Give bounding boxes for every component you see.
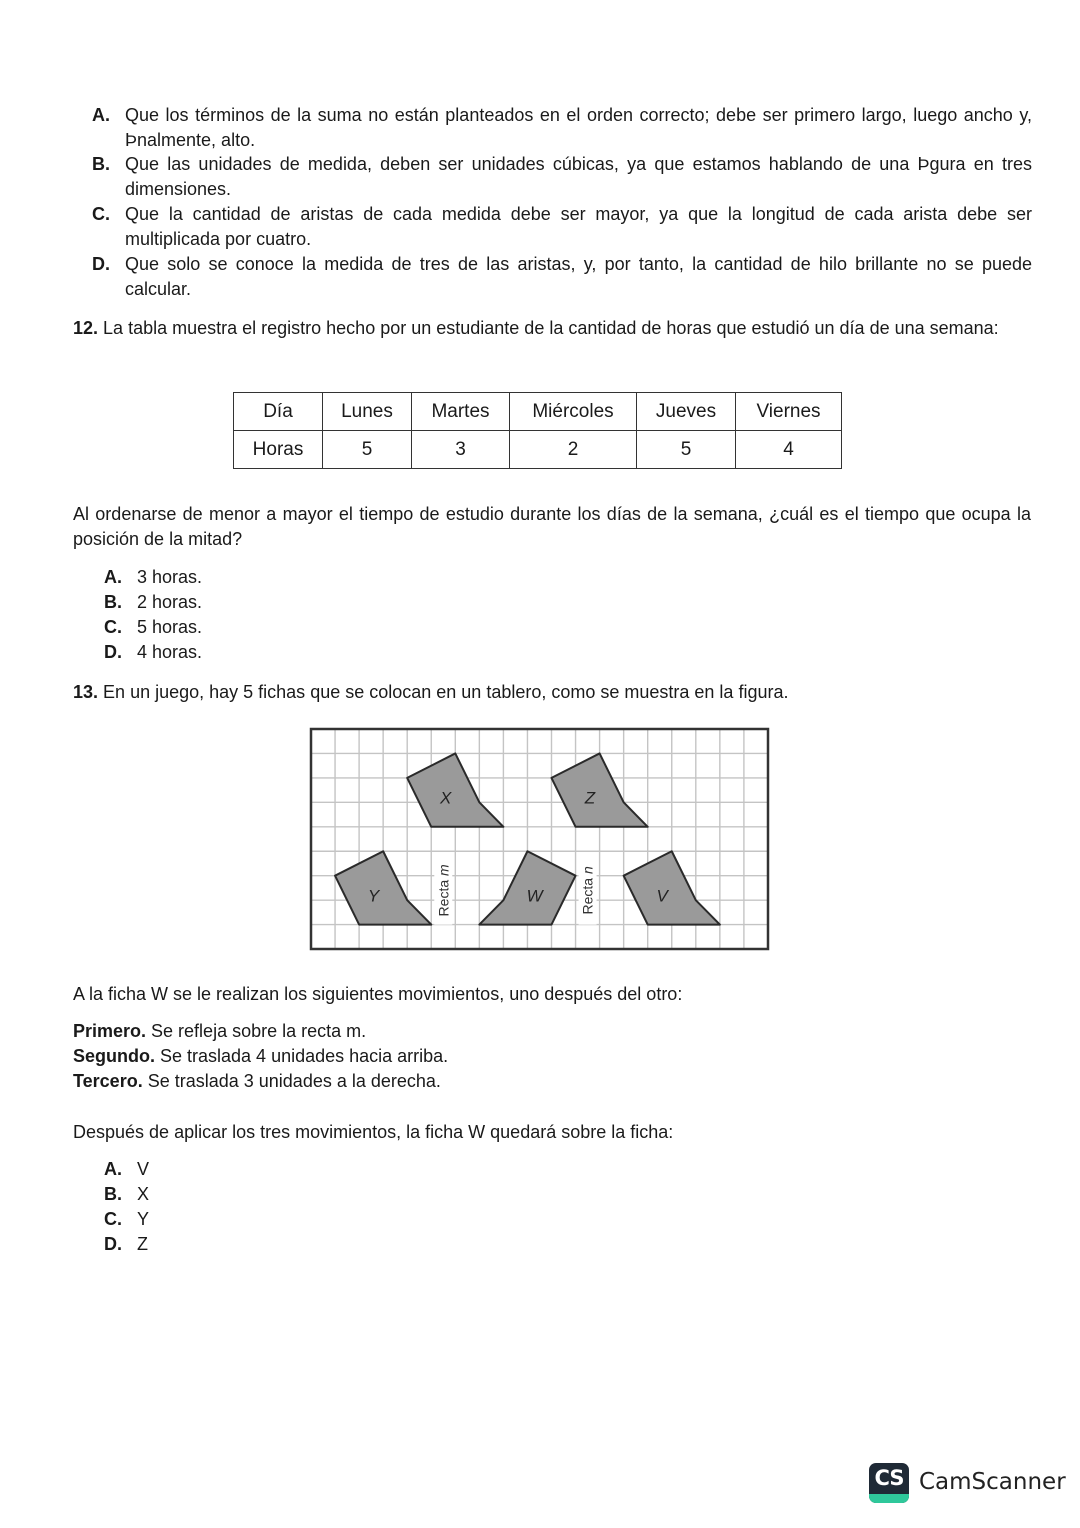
option-text: 3 horas. bbox=[137, 567, 203, 587]
table-cell: Jueves bbox=[637, 393, 736, 431]
option-text: Z bbox=[137, 1234, 148, 1254]
piece-label: Y bbox=[367, 886, 380, 906]
q13-option-b bbox=[104, 1182, 149, 1207]
step-text: Se refleja sobre la recta m. bbox=[146, 1021, 367, 1041]
option-letter: D. bbox=[104, 642, 122, 662]
step-label: Segundo. bbox=[73, 1046, 155, 1066]
table-cell: 5 bbox=[323, 431, 412, 469]
piece-x bbox=[407, 753, 503, 826]
q13-intro: A la ficha W se le realizan los siguientes movimientos, uno después del otro: bbox=[73, 984, 683, 1004]
table-cell: Horas bbox=[234, 431, 323, 469]
line-label: Recta n bbox=[579, 866, 596, 915]
piece-z bbox=[552, 753, 648, 826]
option-text: Que los términos de la suma no están planteados en el orden correcto; debe ser primero largo, luego ancho y, Þnalmente, alto. bbox=[125, 105, 1032, 150]
option-text: Que las unidades de medida, deben ser unidades cúbicas, ya que estamos hablando de una Þgura en tres dimensiones. bbox=[125, 154, 1032, 199]
table-cell: 4 bbox=[736, 431, 842, 469]
option-letter: D. bbox=[92, 254, 110, 274]
table-cell: Viernes bbox=[736, 393, 842, 431]
q12-option-a bbox=[104, 565, 202, 590]
logo-text: CS bbox=[874, 1466, 904, 1490]
option-letter: B. bbox=[104, 592, 122, 612]
camscanner-brand: CamScanner bbox=[919, 1469, 1066, 1495]
option-text: V bbox=[137, 1159, 150, 1179]
option-text: 2 horas. bbox=[137, 592, 203, 612]
table-header-row bbox=[234, 393, 842, 431]
q11-option-d bbox=[92, 252, 1032, 301]
option-letter: A. bbox=[104, 567, 122, 587]
game-board-figure bbox=[309, 727, 771, 953]
q11-option-c bbox=[92, 202, 1032, 251]
q13-step-1 bbox=[73, 1019, 1031, 1044]
q12-option-b bbox=[104, 590, 202, 615]
table-cell: Miércoles bbox=[510, 393, 637, 431]
table-cell: Lunes bbox=[323, 393, 412, 431]
option-letter: B. bbox=[92, 154, 110, 174]
piece-label: Z bbox=[584, 788, 596, 808]
study-hours-table bbox=[233, 392, 842, 469]
q11-option-b bbox=[92, 152, 1032, 201]
table-row bbox=[234, 431, 842, 469]
q11-option-a bbox=[92, 103, 1032, 152]
option-text: Que solo se conoce la medida de tres de las aristas, y, por tanto, la cantidad de hilo brillante no se puede calcular. bbox=[125, 254, 1032, 299]
option-text: X bbox=[137, 1184, 150, 1204]
q12-stem bbox=[73, 316, 1031, 341]
logo-accent-bar bbox=[869, 1494, 909, 1503]
table-cell: 3 bbox=[412, 431, 510, 469]
option-letter: A. bbox=[92, 105, 110, 125]
question-number: 13. bbox=[73, 682, 99, 702]
option-text: Y bbox=[137, 1209, 150, 1229]
piece-label: V bbox=[656, 886, 668, 906]
question-number: 12. bbox=[73, 318, 99, 338]
option-letter: C. bbox=[104, 617, 122, 637]
step-label: Tercero. bbox=[73, 1071, 143, 1091]
q13-option-c bbox=[104, 1207, 149, 1232]
q13-step-3 bbox=[73, 1069, 1031, 1094]
step-text: Se traslada 3 unidades a la derecha. bbox=[142, 1071, 441, 1091]
piece-y bbox=[335, 851, 431, 924]
question-text: En un juego, hay 5 fichas que se colocan en un tablero, como se muestra en la figura. bbox=[103, 682, 789, 702]
table-cell: Martes bbox=[412, 393, 510, 431]
camscanner-logo-icon bbox=[869, 1463, 909, 1503]
piece-label: X bbox=[440, 788, 452, 808]
q12-option-c bbox=[104, 615, 202, 640]
option-letter: D. bbox=[104, 1234, 122, 1254]
q12-option-d bbox=[104, 640, 202, 665]
option-letter: C. bbox=[92, 204, 110, 224]
q13-step-2 bbox=[73, 1044, 1031, 1069]
step-label: Primero. bbox=[73, 1021, 147, 1041]
q13-stem bbox=[73, 680, 1031, 705]
q12-question: Al ordenarse de menor a mayor el tiempo de estudio durante los días de la semana, ¿cuál es el tiempo que ocupa la posición de la mitad? bbox=[73, 504, 1031, 549]
option-letter: B. bbox=[104, 1184, 122, 1204]
q13-option-a bbox=[104, 1157, 149, 1182]
table-cell: 5 bbox=[637, 431, 736, 469]
table-cell: 2 bbox=[510, 431, 637, 469]
option-letter: C. bbox=[104, 1209, 122, 1229]
option-letter: A. bbox=[104, 1159, 122, 1179]
q13-question: Después de aplicar los tres movimientos, la ficha W quedará sobre la ficha: bbox=[73, 1122, 674, 1142]
q13-option-d bbox=[104, 1232, 148, 1257]
question-text: La tabla muestra el registro hecho por un estudiante de la cantidad de horas que estudió un día de una semana: bbox=[103, 318, 999, 338]
line-label: Recta m bbox=[435, 864, 452, 917]
piece-label: W bbox=[526, 886, 543, 906]
step-text: Se traslada 4 unidades hacia arriba. bbox=[155, 1046, 449, 1066]
option-text: 5 horas. bbox=[137, 617, 203, 637]
option-text: 4 horas. bbox=[137, 642, 203, 662]
table-cell: Día bbox=[234, 393, 323, 431]
piece-v bbox=[624, 851, 720, 924]
option-text: Que la cantidad de aristas de cada medida debe ser mayor, ya que la longitud de cada arista debe ser multiplicada por cuatro. bbox=[125, 204, 1032, 249]
